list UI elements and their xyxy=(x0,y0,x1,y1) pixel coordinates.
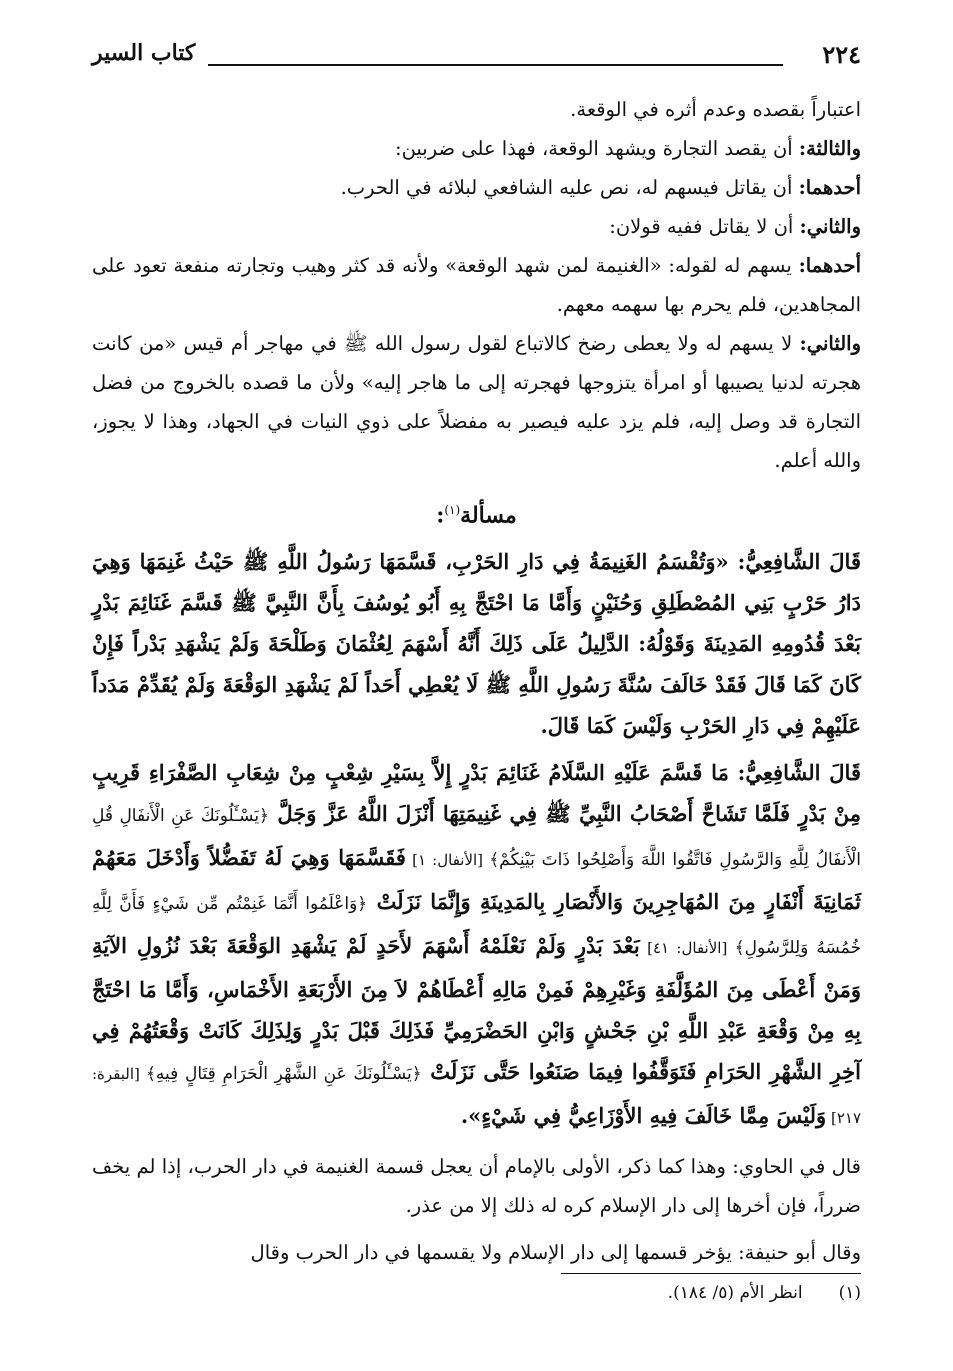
book-title: كتاب السير xyxy=(92,40,196,66)
shafii-quote-1 xyxy=(92,541,861,746)
quran-verse: ﴿يَسْـَٔلُونَكَ عَنِ الْأَنفَالِ قُلِ الْأَنفَالُ لِلَّهِ وَالرَّسُولِ فَاتَّقُوا اللَّهَ وَأَصْلِحُوا ذَاتَ بَيْنِكُمْ﴾ xyxy=(92,806,861,871)
header-rule xyxy=(208,64,783,66)
commentary-paragraph xyxy=(92,1147,861,1225)
section-title: مسألة xyxy=(460,502,517,529)
commentary-text: وقال أبو حنيفة: يؤخر قسمها إلى دار الإسلام ولا يقسمها في دار الحرب وقال xyxy=(250,1241,861,1265)
quran-verse: ﴿وَاعْلَمُوا أَنَّمَا غَنِمْتُم مِّن شَيْءٍ فَأَنَّ لِلَّهِ خُمُسَهُ وَلِلرَّسُولِ﴾ xyxy=(92,894,862,959)
paragraph-text: أن لا يقاتل ففيه قولان: xyxy=(609,215,800,238)
paragraph-lead: والثالثة: xyxy=(798,137,861,160)
paragraph xyxy=(92,246,861,324)
paragraph xyxy=(92,90,861,129)
footnote-marker[interactable]: (١) xyxy=(444,503,461,517)
page-content xyxy=(92,90,861,1272)
paragraph-lead: أحدهما: xyxy=(798,254,861,277)
paragraph-text: أن يقصد التجارة ويشهد الوقعة، فهذا على ضربين: xyxy=(395,137,799,160)
footnote-text: انظر الأم (٥/ ١٨٤). xyxy=(667,1283,803,1303)
paragraph xyxy=(92,207,861,246)
commentary-text: قال في الحاوي: وهذا كما ذكر، الأولى بالإمام أن يعجل قسمة الغنيمة في دار الحرب، إذا لم يخف ضرراً، فإن أخرها إلى دار الإسلام كره له ذلك إلا من عذر. xyxy=(92,1155,861,1218)
commentary-paragraph xyxy=(92,1233,861,1272)
shafii-quote-text: بَعْدَ بَدْرٍ وَلَمْ نَعْلَمْهُ أَسْهَمَ لأَحَدٍ لَمْ يَشْهَدِ الوَقْعَةَ بَعْدَ نُزُولِ الآيَةِ وَمَنْ أَعْطَى مِنَ المُؤَلَّفَةِ وَغَيْرِهِمْ فَمِنْ مَالِهِ أَعْطَاهُمْ لاَ مِنَ الأَرْبَعَةِ الأَخْمَاسِ، وَأَمَّا مَا احْتَجَّ بِهِ مِنْ وَقْعَةِ عَبْدِ اللَّهِ بْنِ جَحْشٍ وَابْنِ الحَضْرَمِيِّ فَذَلِكَ قَبْلَ بَدْرٍ وَلِذَلِكَ كَانَتْ وَقْعَتُهُمْ فِي آخِرِ الشَّهْرِ الحَرَامِ فَتَوَقَّفُوا فِيمَا صَنَعُوا حَتَّى نَزَلَتْ xyxy=(92,933,862,1085)
page-header xyxy=(92,36,861,76)
paragraph-lead: والثاني: xyxy=(799,332,861,355)
paragraph-lead: والثاني: xyxy=(799,215,861,238)
shafii-quote-text: وَلَيْسَ مِمَّا خَالَفَ فِيهِ الأَوْزَاعِيُّ فِي شَيْءٍ». xyxy=(460,1103,827,1129)
footnote-rule xyxy=(561,1273,861,1274)
shafii-quote-2 xyxy=(92,752,861,1139)
page-number: ٢٢٤ xyxy=(822,40,861,69)
paragraph xyxy=(92,324,861,480)
verse-reference: [الأنفال: ٤١] xyxy=(639,939,735,958)
footnote-number: (١) xyxy=(838,1283,861,1303)
quran-verse: ﴿يَسْـَٔلُونَكَ عَنِ الشَّهْرِ الْحَرَامِ قِتَالٍ فِيهِ﴾ xyxy=(145,1064,422,1085)
paragraph-text: يسهم له لقوله: «الغنيمة لمن شهد الوقعة» ولأنه قد كثر وهيب وتجارته منفعة تعود على المجاهدين، فلم يحرم بها سهمه معهم. xyxy=(92,254,861,316)
footnote xyxy=(668,1283,861,1303)
paragraph-text: لا يسهم له ولا يعطى رضخ كالاتباع لقول رسول الله ﷺ في مهاجر أم قيس «من كانت هجرته لدنيا يصيبها أو امرأة يتزوجها فهجرته إلى ما هاجر إليه» ولأن ما قصده بالخروج من فضل التجارة قد وصل إليه، فلم يزد عليه فيصير به مفضلاً على ذوي النيات في الجهاد، وهذا لا يجوز، والله أعلم. xyxy=(92,332,861,472)
verse-reference: [الأنفال: ١] xyxy=(405,851,490,870)
paragraph xyxy=(92,129,861,168)
section-suffix: : xyxy=(436,502,445,529)
paragraph-text: اعتباراً بقصده وعدم أثره في الوقعة. xyxy=(570,98,861,121)
verse-reference: [البقرة: ٢١٧] xyxy=(92,1065,861,1128)
section-heading xyxy=(92,490,861,535)
paragraph xyxy=(92,168,861,207)
paragraph-text: أن يقاتل فيسهم له، نص عليه الشافعي لبلائه في الحرب. xyxy=(340,176,799,199)
shafii-quote-text: قَالَ الشَّافِعِيُّ: «وَتُقْسَمُ الغَنِيمَةُ فِي دَارِ الحَرْبِ، قَسَّمَهَا رَسُولُ اللَّهِ ﷺ حَيْثُ غَنِمَهَا وَهِيَ دَارُ حَرْبٍ بَنِي المُصْطَلِقِ وَحُنَيْنٍ وَأَمَّا مَا احْتَجَّ بِهِ أَبُو يُوسُفَ بِأَنَّ النَّبِيَّ ﷺ قَسَّمَ غَنَائِمَ بَدْرٍ بَعْدَ قُدُومِهِ المَدِينَةَ وَقَوْلُهُ: الدَّلِيلُ عَلَى ذَلِكَ أَنَّهُ أَسْهَمَ لِعُثْمَانَ وَطَلْحَةَ وَلَمْ يَشْهَدِ بَدْراً فَإِنْ كَانَ كَمَا قَالَ فَقَدْ خَالَفَ سُنَّةَ رَسُولِ اللَّهِ ﷺ لَا يُعْطِي أَحَداً لَمْ يَشْهَدِ الوَقْعَةَ وَلَمْ يُقَدِّمْ مَدَداً عَلَيْهِمْ فِي دَارِ الحَرْبِ وَلَيْسَ كَمَا قَالَ. xyxy=(92,549,861,739)
shafii-quote-text: فَقَسَّمَهَا وَهِيَ لَهُ تَفَضُّلاً وَأَدْخَلَ مَعَهُمْ ثَمَانِيَةَ أَنْفَارٍ مِنَ المُهَاجِرِينَ وَالأَنْصَارِ بِالمَدِينَةِ وَإِنَّمَا نَزَلَتْ xyxy=(92,845,862,915)
paragraph-lead: أحدهما: xyxy=(798,176,861,199)
shafii-quote-text: قَالَ الشَّافِعِيُّ: مَا قَسَّمَ عَلَيْهِ السَّلَامُ غَنَائِمَ بَدْرٍ إِلاَّ بِسَيْرِ شِعْبٍ مِنْ شِعَابِ الصَّفْرَاءِ قَرِيبٍ مِنْ بَدْرٍ فَلَمَّا تَشَاحَّ أَصْحَابُ النَّبِيِّ ﷺ فِي غَنِيمَتِهَا أَنْزَلَ اللَّهُ عَزَّ وَجَلَّ xyxy=(92,760,861,827)
